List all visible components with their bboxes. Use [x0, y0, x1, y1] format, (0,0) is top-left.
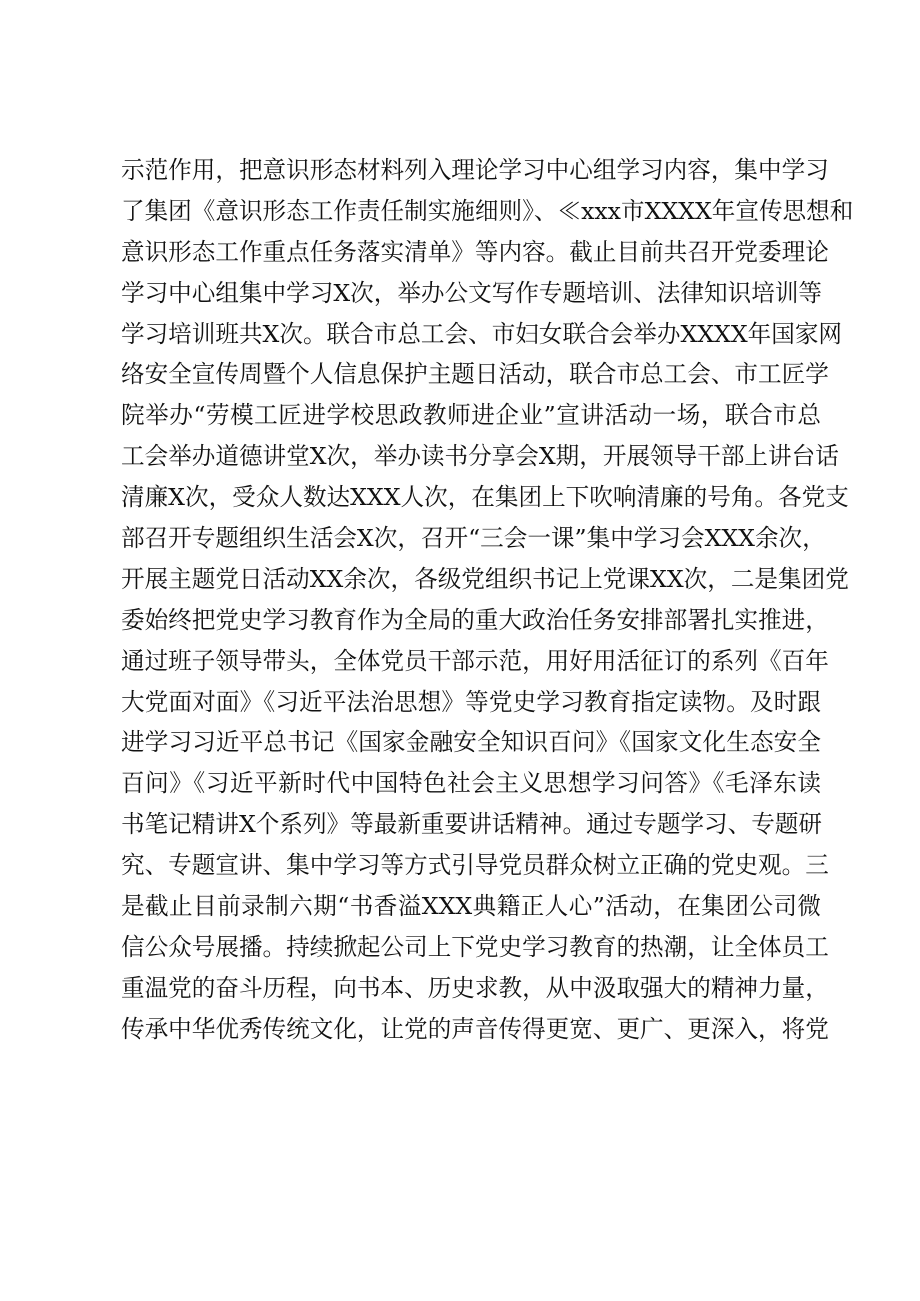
- text-line: 院举办“劳模工匠进学校思政教师进企业”宣讲活动一场，联合市总: [121, 401, 821, 430]
- text-line: 传承中华优秀传统文化，让党的声音传得更宽、更广、更深入，将党: [121, 1014, 829, 1043]
- text-line: 大党面对面》《习近平法治思想》等党史学习教育指定读物。及时跟: [121, 687, 821, 716]
- text-line: 究、专题宣讲、集中学习等方式引导党员群众树立正确的党史观。三: [121, 851, 829, 880]
- text-line: 部召开专题组织生活会X次，召开“三会一课”集中学习会XXX余次，: [121, 524, 826, 553]
- text-line: 信公众号展播。持续掀起公司上下党史学习教育的热潮，让全体员工: [121, 932, 829, 961]
- text-line: 了集团《意识形态工作责任制实施细则》、≪xxx市XXXX年宣传思想和: [121, 196, 854, 225]
- text-line: 意识形态工作重点任务落实清单》等内容。截止目前共召开党委理论: [121, 237, 829, 266]
- text-line: 委始终把党史学习教育作为全局的重大政治任务安排部署扎实推进，: [121, 605, 829, 634]
- text-line: 示范作用，把意识形态材料列入理论学习中心组学习内容，集中学习: [121, 156, 829, 184]
- text-line: 工会举办道德讲堂X次，举办读书分享会X期，开展领导干部上讲台话: [121, 442, 839, 471]
- text-line: 开展主题党日活动XX余次，各级党组织书记上党课XX次，二是集团党: [121, 564, 849, 593]
- text-line: 重温党的奋斗历程，向书本、历史求教，从中汲取强大的精神力量，: [121, 973, 829, 1002]
- text-line: 百问》《习近平新时代中国特色社会主义思想学习问答》《毛泽东读: [121, 769, 821, 798]
- text-line: 是截止目前录制六期“书香溢XXX典籍正人心”活动，在集团公司微: [121, 892, 821, 921]
- text-line: 学习中心组集中学习X次，举办公文写作专题培训、法律知识培训等: [121, 278, 823, 307]
- text-line: 络安全宣传周暨个人信息保护主题日活动，联合市总工会、市工匠学: [121, 360, 829, 389]
- text-line: 通过班子领导带头，全体党员干部示范，用好用活征订的系列《百年: [121, 646, 829, 675]
- text-line: 书笔记精讲X个系列》等最新重要讲话精神。通过专题学习、专题研: [121, 810, 823, 839]
- text-line: 进学习习近平总书记《国家金融安全知识百问》《国家文化生态安全: [121, 728, 821, 757]
- body-paragraph: [121, 150, 854, 1050]
- text-line: 清廉X次，受众人数达XXX人次，在集团上下吹响清廉的号角。各党支: [121, 483, 849, 512]
- text-line: 学习培训班共X次。联合市总工会、市妇女联合会举办XXXX年国家网: [121, 319, 843, 348]
